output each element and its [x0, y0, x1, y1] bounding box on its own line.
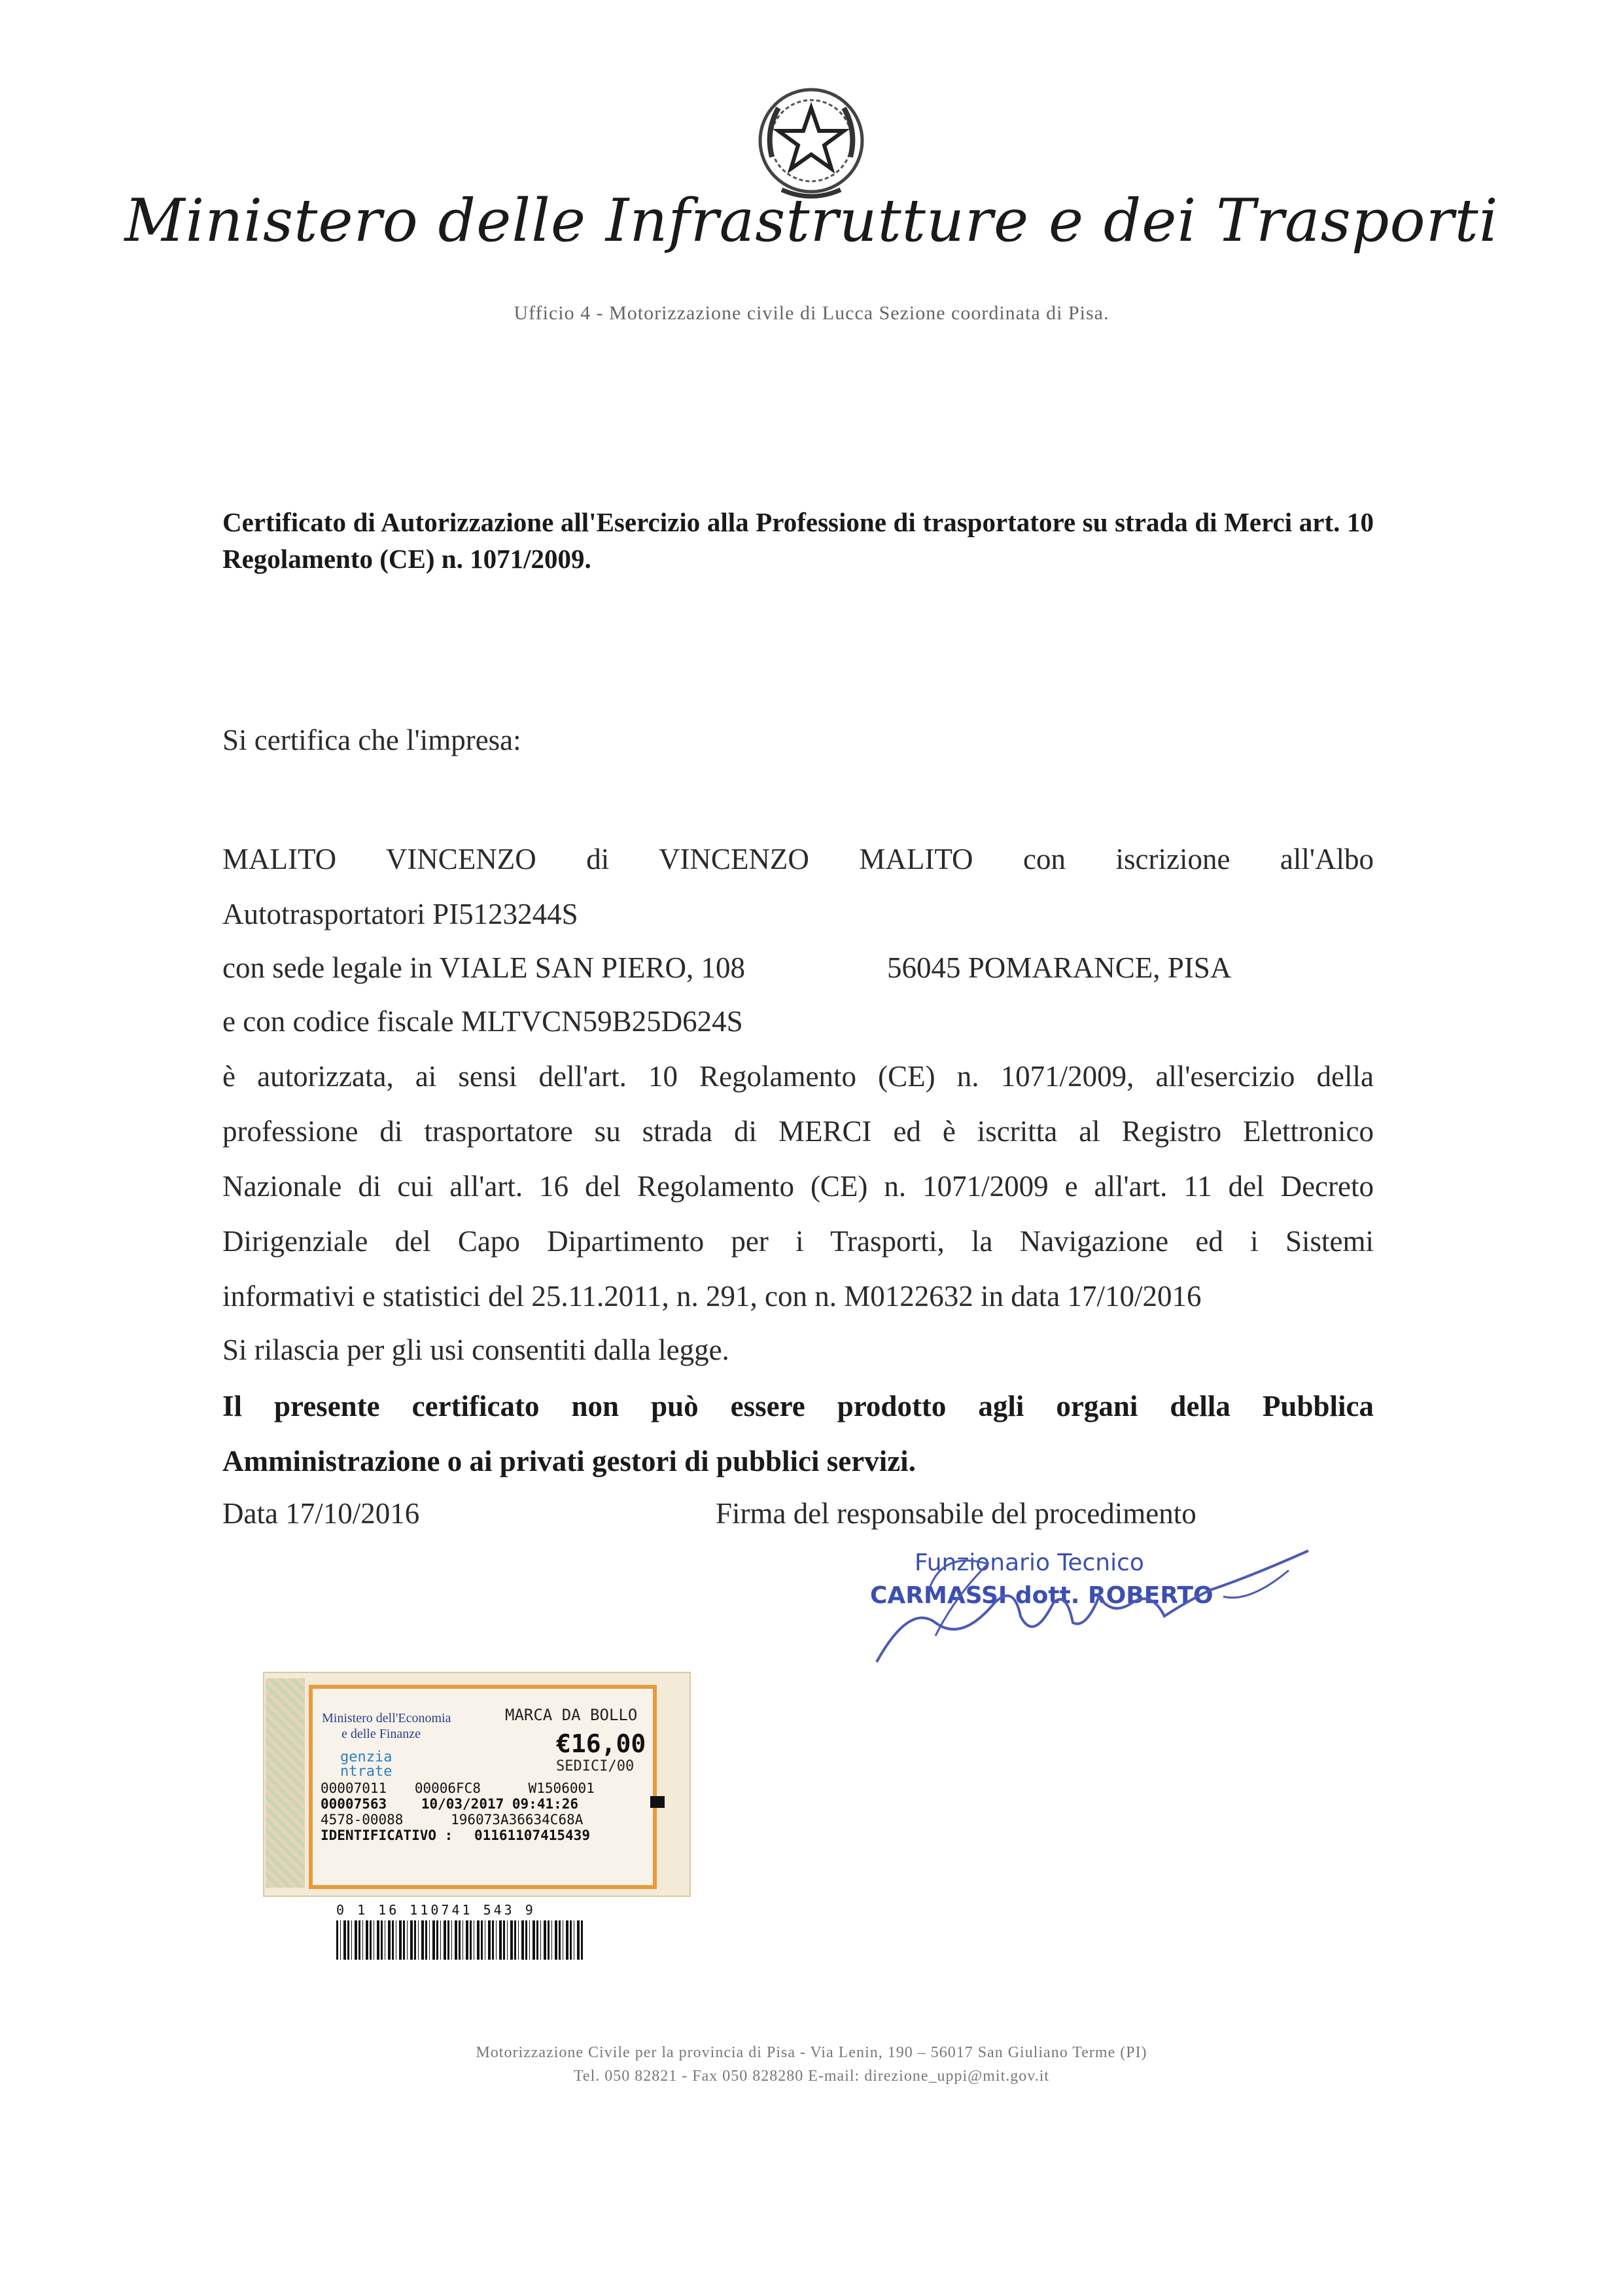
office-subtitle: Ufficio 4 - Motorizzazione civile di Lucca Sezione coordinata di Pisa. — [514, 302, 1109, 324]
stamp-agency-2: ntrate — [340, 1763, 393, 1780]
company-address: con sede legale in VIALE SAN PIERO, 108 — [222, 951, 746, 984]
stamp-code-1: 00007011 — [321, 1780, 387, 1796]
stamp-type: MARCA DA BOLLO — [505, 1706, 638, 1724]
stamp-code-4: 00007563 — [321, 1796, 387, 1812]
ministry-title: Ministero delle Infrastrutture e dei Trasporti — [124, 186, 1499, 255]
release-line: Si rilascia per gli usi consentiti dalla legge. — [222, 1333, 729, 1366]
stamp-identifier-label: IDENTIFICATIVO : — [321, 1828, 453, 1843]
notice-line-1: Il presente certificato non può essere prodotto agli organi della Pubblica — [222, 1390, 1374, 1422]
revenue-stamp — [263, 1672, 688, 1973]
hologram-strip — [266, 1678, 305, 1888]
stamp-ministry-2: e delle Finanze — [341, 1727, 421, 1741]
stamp-identifier: 01161107415439 — [474, 1828, 590, 1843]
stamp-code-6: 196073A36634C68A — [451, 1812, 584, 1828]
barcode — [336, 1920, 585, 1960]
body-line-2: professione di trasportatore su strada di MERCI ed è iscritta al Registro Elettronico — [222, 1115, 1374, 1148]
date-line: Data 17/10/2016 — [222, 1497, 420, 1530]
barcode-digits: 0 1 16 110741 543 9 — [336, 1902, 536, 1918]
company-city: 56045 POMARANCE, PISA — [887, 951, 1232, 984]
stamp-amount-words: SEDICI/00 — [556, 1758, 635, 1775]
stamp-code-2: 00006FC8 — [414, 1780, 481, 1796]
stamp-agency-1: genzia — [340, 1749, 393, 1765]
notice-line-2: Amministrazione o ai privati gestori di pubblici servizi. — [222, 1445, 916, 1477]
stamp-code-3: W1506001 — [528, 1780, 595, 1796]
stamp-title: Funzionario Tecnico — [915, 1549, 1144, 1576]
company-line-1: MALITO VINCENZO di VINCENZO MALITO con iscrizione all'Albo — [222, 843, 1374, 875]
certificate-heading: Certificato di Autorizzazione all'Esercizio alla Professione di trasportatore su strada di Merci art. 10 Regolamento (CE) n. 1071/2009. — [222, 507, 1374, 574]
footer-contacts: Tel. 050 82821 - Fax 050 828280 E-mail: direzione_uppi@mit.gov.it — [573, 2068, 1050, 2085]
intro-text: Si certifica che l'impresa: — [222, 724, 521, 756]
footer-address: Motorizzazione Civile per la provincia di Pisa - Via Lenin, 190 – 56017 San Giuliano Terme (PI) — [476, 2044, 1147, 2061]
body-line-4: Dirigenziale del Capo Dipartimento per i Trasporti, la Navigazione ed i Sistemi — [222, 1225, 1374, 1258]
body-line-5: informativi e statistici del 25.11.2011, n. 291, con n. M0122632 in data 17/10/2016 — [222, 1280, 1202, 1313]
signature-label: Firma del responsabile del procedimento — [716, 1497, 1196, 1530]
company-tax-code: e con codice fiscale MLTVCN59B25D624S — [222, 1005, 743, 1038]
stamp-amount: €16,00 — [556, 1729, 646, 1758]
stamp-name: CARMASSI dott. ROBERTO — [870, 1582, 1213, 1609]
stamp-code-5: 4578-00088 — [321, 1812, 404, 1828]
handwritten-signature — [857, 1525, 1328, 1682]
body-line-1: è autorizzata, ai sensi dell'art. 10 Regolamento (CE) n. 1071/2009, all'esercizio della — [222, 1060, 1374, 1093]
body-line-3: Nazionale di cui all'art. 16 del Regolamento (CE) n. 1071/2009 e all'art. 11 del Decreto — [222, 1170, 1374, 1203]
stamp-ministry: Ministero dell'Economia — [322, 1711, 451, 1725]
stamp-datetime: 10/03/2017 09:41:26 — [421, 1796, 579, 1812]
company-line-2: Autotrasportatori PI5123244S — [222, 898, 578, 930]
